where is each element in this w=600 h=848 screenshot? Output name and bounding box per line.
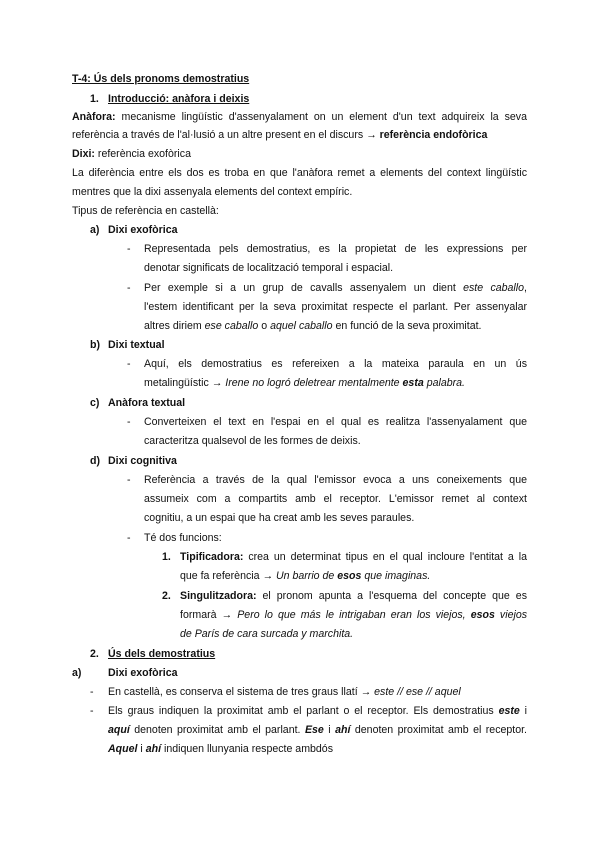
- subsection-d-letter: d): [90, 455, 100, 467]
- section-2-number: 2.: [90, 648, 99, 660]
- b-bullet-line-1: Aquí, els demostratius es refereixen a la mateixa paraula en un ús: [144, 358, 527, 370]
- bullet-dash: -: [90, 705, 94, 717]
- function-1-number: 1.: [162, 551, 171, 563]
- bullet-dash: -: [90, 686, 94, 698]
- singulitzadora-label: Singulitzadora:: [180, 590, 257, 602]
- difference-line-2: mentres que la dixi assenyala elements del context empíric.: [72, 186, 353, 198]
- function-1-line-2: que fa referència → Un barrio de esos que imaginas.: [180, 570, 431, 582]
- d-bullet-line-3: cognitiu, a un espai que ha creat amb les seves paraules.: [144, 512, 415, 524]
- c-bullet-line-2: caracteritza qualsevol de les formes de deixis.: [144, 435, 361, 447]
- dixi-line: Dixi: referència exofòrica: [72, 148, 191, 160]
- a-bullet-1-line-2: denotar significats de localització temporal i espacial.: [144, 262, 394, 274]
- s2-bullet-1: En castellà, es conserva el sistema de tres graus llatí → este // ese // aquel: [108, 686, 461, 698]
- subsection-d-heading: Dixi cognitiva: [108, 455, 177, 467]
- subsection-c-heading: Anàfora textual: [108, 397, 186, 409]
- d-funcions: Té dos funcions:: [144, 532, 222, 544]
- function-2-line-2: formarà → Pero lo que más le intrigaban eran los viejos, esos viejos: [180, 609, 528, 621]
- bullet-dash: -: [127, 358, 131, 370]
- section-1-heading: Introducció: anàfora i deixis: [108, 93, 250, 105]
- tipificadora-label: Tipificadora:: [180, 551, 244, 563]
- s2-bullet-2-line-2: aquí denoten proximitat amb el parlant. Ese i ahí denoten proximitat amb el receptor.: [108, 724, 528, 736]
- s2-bullet-2-line-1: Els graus indiquen la proximitat amb el parlant o el receptor. Els demostratius este i: [108, 705, 527, 717]
- subsection-c-letter: c): [90, 397, 100, 409]
- section-1-number: 1.: [90, 93, 99, 105]
- function-1-line-1: Tipificadora: crea un determinat tipus en el qual incloure l'entitat a la: [180, 551, 527, 563]
- difference-line-1: La diferència entre els dos es troba en que l'anàfora remet a elements del context lingüístic: [72, 167, 527, 179]
- c-bullet-line-1: Converteixen el text en l'espai en el qual es realitza l'assenyalament que: [144, 416, 527, 428]
- subsection-a-letter: a): [90, 224, 100, 236]
- section-2-a-heading: Dixi exofòrica: [108, 667, 178, 679]
- anafora-line-1: Anàfora: mecanisme lingüístic d'assenyalament on un element d'un text adquireix la seva: [72, 111, 527, 123]
- referencia-endoforica: referència endofòrica: [379, 129, 488, 141]
- page-title: T-4: Ús dels pronoms demostratius: [72, 73, 250, 85]
- bullet-dash: -: [127, 243, 131, 255]
- anafora-line-2: referència a través de l'al·lusió a un altre present en el discurs → referència endofòrica: [72, 129, 488, 141]
- function-2-line-1: Singulitzadora: el pronom apunta a l'esquema del concepte que es: [180, 590, 527, 602]
- s2-bullet-2-line-3: Aquel i ahí indiquen llunyania respecte ambdós: [108, 743, 333, 755]
- bullet-dash: -: [127, 532, 131, 544]
- bullet-dash: -: [127, 474, 131, 486]
- subsection-a-heading: Dixi exofòrica: [108, 224, 178, 236]
- section-2-a-letter: a): [72, 667, 82, 679]
- subsection-b-heading: Dixi textual: [108, 339, 165, 351]
- function-2-number: 2.: [162, 590, 171, 602]
- function-2-line-3: de París de cara surcada y marchita.: [180, 628, 354, 640]
- a-bullet-1-line-1: Representada pels demostratius, es la propietat de les expressions per: [144, 243, 527, 255]
- d-bullet-line-2: assumeix com a compartits amb el receptor. L'emissor remet al context: [144, 493, 527, 505]
- dixi-label: Dixi:: [72, 148, 95, 160]
- d-bullet-line-1: Referència a través de la qual l'emissor evoca a uns coneixements que: [144, 474, 527, 486]
- a-bullet-2-line-1: Per exemple si a un grup de cavalls assenyalem un dient este caballo,: [144, 282, 527, 294]
- anafora-label: Anàfora:: [72, 111, 116, 123]
- subsection-b-letter: b): [90, 339, 100, 351]
- bullet-dash: -: [127, 282, 131, 294]
- bullet-dash: -: [127, 416, 131, 428]
- tipus-line: Tipus de referència en castellà:: [72, 205, 219, 217]
- a-bullet-2-line-3: altres diriem ese caballo o aquel caballo en funció de la seva proximitat.: [144, 320, 482, 332]
- a-bullet-2-line-2: l'estem identificant per la seva proximitat respecte el parlant. Per assenyalar: [144, 301, 527, 313]
- section-2-heading: Ús dels demostratius: [108, 648, 216, 660]
- b-bullet-line-2: metalingüístic → Irene no logró deletrear mentalmente esta palabra.: [144, 377, 465, 389]
